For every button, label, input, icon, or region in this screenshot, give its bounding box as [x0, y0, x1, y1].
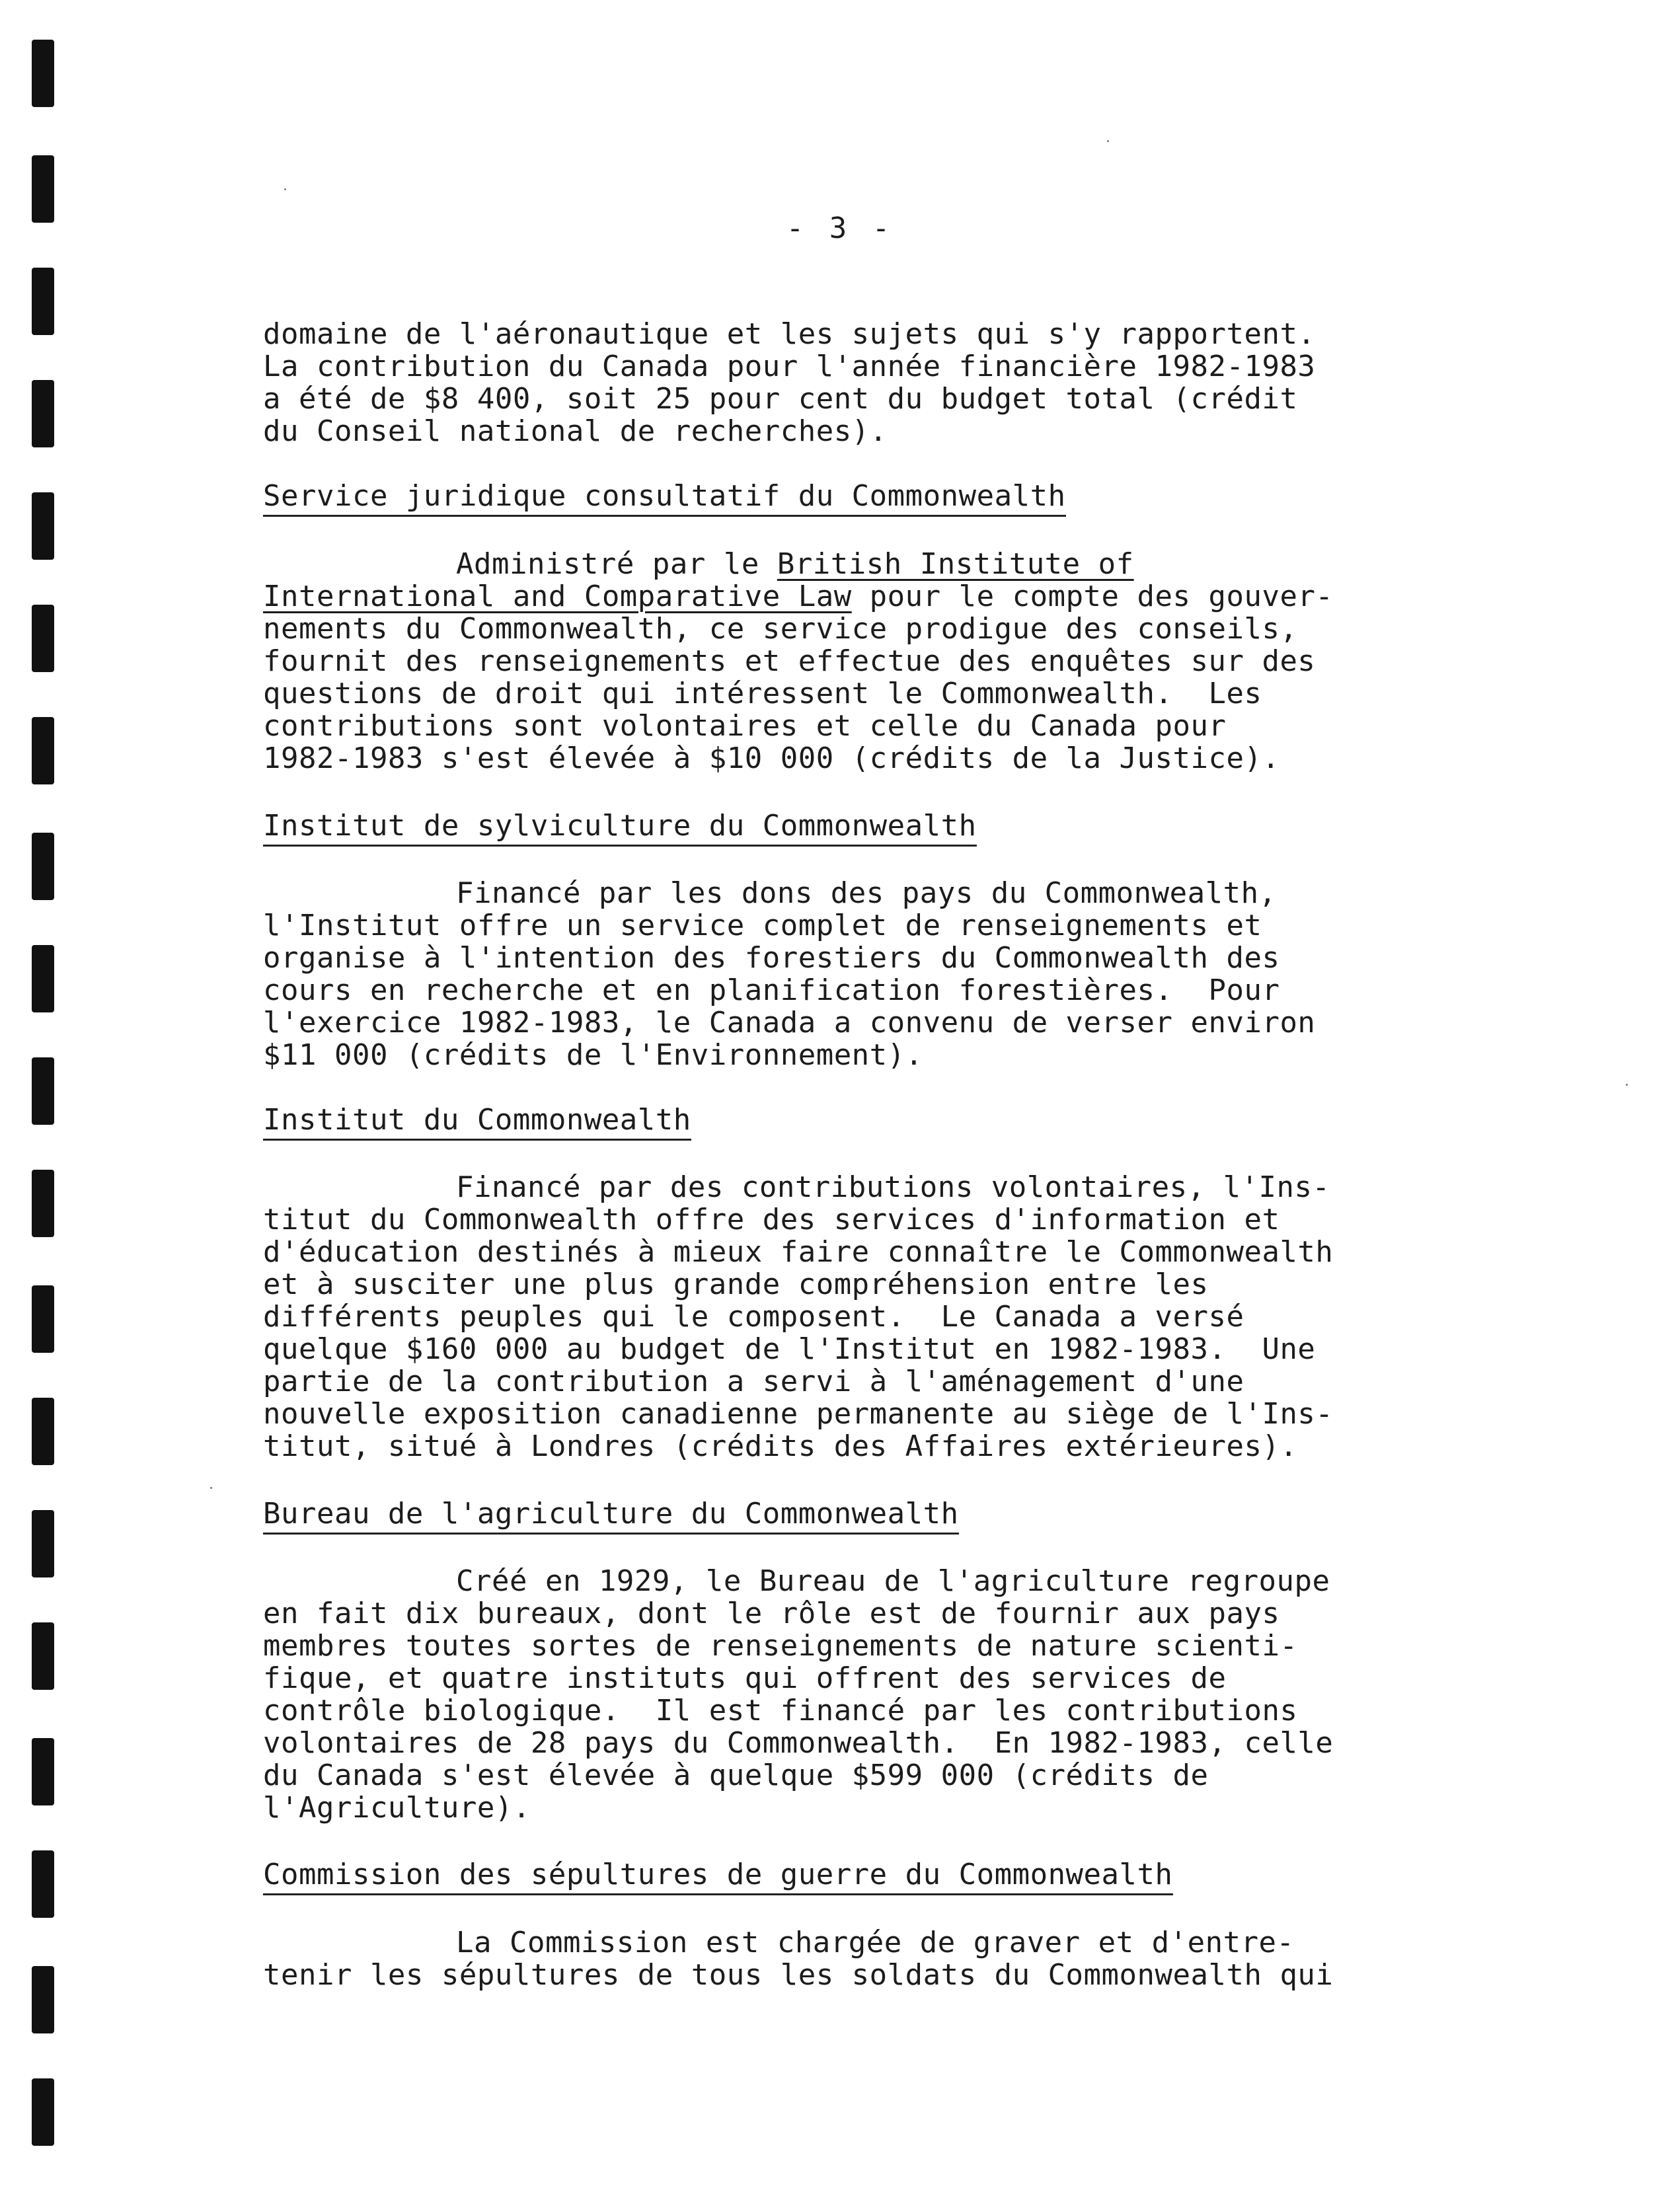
text-line [263, 582, 1333, 611]
punch-hole [32, 833, 54, 900]
text-line: titut, situé à Londres (crédits des Affaires extérieures). [263, 1429, 1298, 1463]
text-line: d'éducation destinés à mieux faire connaître le Commonwealth [263, 1235, 1334, 1269]
punch-hole [32, 1622, 54, 1690]
punch-hole [32, 1398, 54, 1465]
text-line: a été de $8 400, soit 25 pour cent du budget total (crédit [263, 382, 1298, 416]
scan-speck [1626, 1084, 1628, 1086]
text-line: Créé en 1929, le Bureau de l'agriculture regroupe [456, 1564, 1330, 1598]
punch-hole [32, 492, 54, 560]
text-line: l'Agriculture). [263, 1791, 531, 1825]
text-line: du Canada s'est élevée à quelque $599 000 (crédits de [263, 1759, 1209, 1792]
text-line: fique, et quatre instituts qui offrent des services de [263, 1661, 1227, 1695]
section-heading: Institut de sylviculture du Commonwealth [263, 812, 977, 847]
text-line: La contribution du Canada pour l'année financière 1982-1983 [263, 350, 1316, 383]
text-line: 1982-1983 s'est élevée à $10 000 (crédits de la Justice). [263, 741, 1280, 775]
text-fragment: pour le compte des gouver- [851, 580, 1334, 613]
text-line: partie de la contribution a servi à l'aménagement d'une [263, 1365, 1244, 1398]
text-fragment: Administré par le [456, 547, 777, 581]
punch-hole [32, 268, 54, 335]
text-line: $11 000 (crédits de l'Environnement). [263, 1038, 923, 1072]
section-heading: Bureau de l'agriculture du Commonwealth [263, 1499, 959, 1535]
text-line: et à susciter une plus grande compréhension entre les [263, 1268, 1209, 1301]
text-line: en fait dix bureaux, dont le rôle est de fournir aux pays [263, 1597, 1280, 1630]
binding-punch-holes [0, 0, 106, 2200]
punch-hole [32, 605, 54, 672]
text-line: contrôle biologique. Il est financé par les contributions [263, 1694, 1298, 1727]
underlined-institute-name: International and Comparative Law [263, 580, 852, 613]
scan-speck [1107, 140, 1109, 142]
text-line: l'Institut offre un service complet de renseignements et [263, 909, 1262, 942]
text-line: nements du Commonwealth, ce service prodigue des conseils, [263, 612, 1298, 646]
punch-hole [32, 1510, 54, 1577]
text-line: contributions sont volontaires et celle du Canada pour [263, 709, 1227, 743]
section-heading: Institut du Commonwealth [263, 1106, 691, 1141]
text-line: Financé par les dons des pays du Commonwealth, [456, 876, 1277, 910]
punch-hole [32, 1966, 54, 2033]
punch-hole [32, 1850, 54, 1918]
text-line: La Commission est chargée de graver et d'entre- [456, 1926, 1295, 1959]
text-line: volontaires de 28 pays du Commonwealth. En 1982-1983, celle [263, 1726, 1334, 1760]
section-heading: Service juridique consultatif du Commonwealth [263, 482, 1066, 517]
punch-hole [32, 717, 54, 784]
underlined-institute-name: British Institute of [777, 547, 1134, 581]
punch-hole [32, 380, 54, 447]
text-line: titut du Commonwealth offre des services d'information et [263, 1203, 1280, 1236]
text-line: Financé par des contributions volontaires, l'Ins- [456, 1170, 1330, 1204]
punch-hole [32, 945, 54, 1012]
text-line: tenir les sépultures de tous les soldats du Commonwealth qui [263, 1958, 1334, 1992]
scan-speck [210, 1487, 212, 1489]
text-line: du Conseil national de recherches). [263, 414, 888, 448]
text-line: organise à l'intention des forestiers du Commonwealth des [263, 941, 1280, 975]
text-line: cours en recherche et en planification forestières. Pour [263, 973, 1280, 1007]
scan-speck [284, 188, 286, 190]
text-line: l'exercice 1982-1983, le Canada a convenu de verser environ [263, 1006, 1316, 1040]
text-line: domaine de l'aéronautique et les sujets qui s'y rapportent. [263, 317, 1316, 351]
punch-hole [32, 1285, 54, 1353]
text-line: questions de droit qui intéressent le Commonwealth. Les [263, 677, 1262, 710]
text-line: fournit des renseignements et effectue des enquêtes sur des [263, 644, 1316, 678]
text-line: membres toutes sortes de renseignements de nature scienti- [263, 1629, 1298, 1663]
punch-hole [32, 1170, 54, 1237]
text-line [456, 547, 1134, 581]
punch-hole [32, 40, 54, 107]
page-number: - 3 - [786, 211, 894, 245]
section-heading: Commission des sépultures de guerre du Commonwealth [263, 1860, 1173, 1895]
punch-hole [32, 1057, 54, 1125]
text-line: quelque $160 000 au budget de l'Institut en 1982-1983. Une [263, 1332, 1316, 1366]
text-line: nouvelle exposition canadienne permanente au siège de l'Ins- [263, 1397, 1334, 1431]
text-line: différents peuples qui le composent. Le Canada a versé [263, 1300, 1244, 1334]
punch-hole [32, 1738, 54, 1805]
punch-hole [32, 2078, 54, 2146]
